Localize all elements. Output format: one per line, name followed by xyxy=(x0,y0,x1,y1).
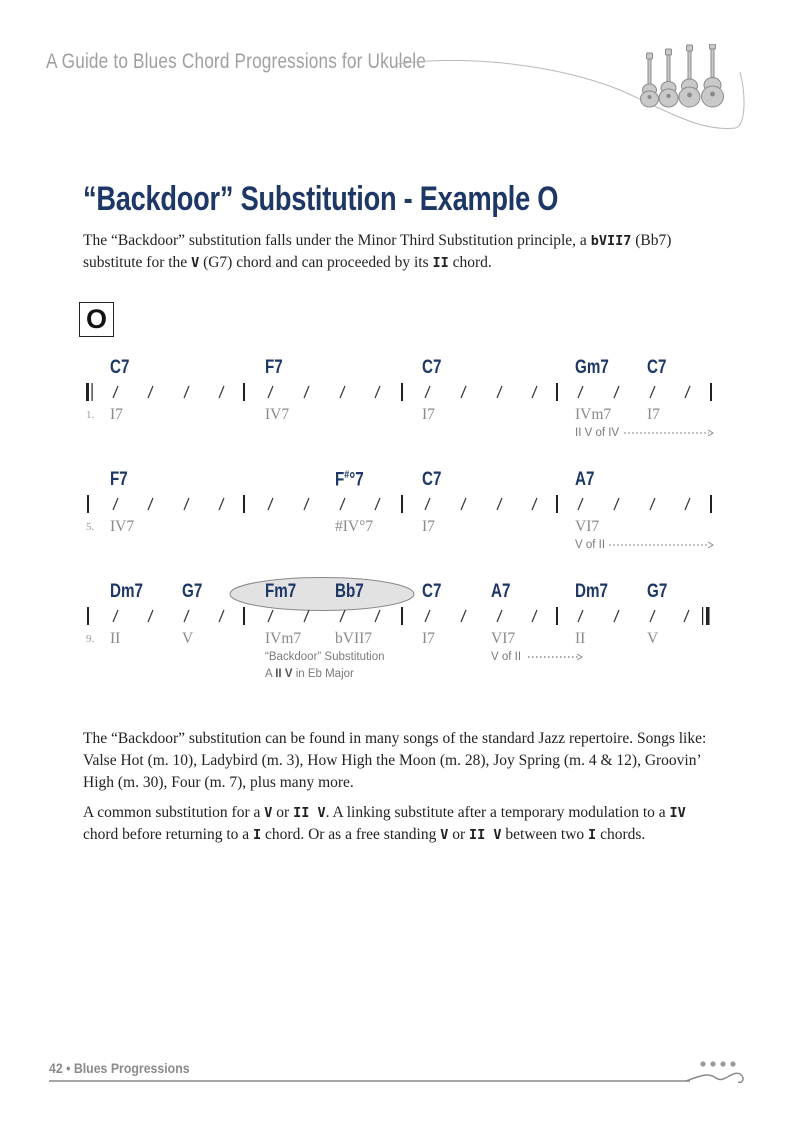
analysis-note: II V of IV xyxy=(575,427,620,439)
chord-symbol: F7 xyxy=(265,357,283,378)
roman-numeral: VI7 xyxy=(491,630,516,647)
measure-number: 1. xyxy=(86,409,95,421)
chord-symbol: Dm7 xyxy=(575,581,608,602)
roman-numeral: V xyxy=(647,630,659,647)
chord-symbol: F7 xyxy=(110,469,128,490)
chord-symbol: Fm7 xyxy=(265,581,297,602)
measure-number: 9. xyxy=(86,633,95,645)
chord-symbol: C7 xyxy=(422,581,442,602)
roman-numeral: bVII7 xyxy=(335,630,373,647)
chord-symbol: C7 xyxy=(422,469,442,490)
section-title: “Backdoor” Substitution - Example O xyxy=(83,180,559,218)
chord-symbol: G7 xyxy=(182,581,203,602)
roman-numeral: IV7 xyxy=(110,518,135,535)
intro-paragraph: The “Backdoor” substitution falls under the Minor Third Substitution principle, a bVII7 (Bb7) substitute for the V (G7) chord and can proceeded by its II chord. xyxy=(83,232,672,271)
measure-number: 5. xyxy=(86,521,95,533)
book-title: A Guide to Blues Chord Progressions for Ukulele xyxy=(46,50,427,73)
roman-numeral: VI7 xyxy=(575,518,600,535)
measure-staff xyxy=(0,605,794,627)
analysis-note: V of II xyxy=(491,651,522,663)
ukulele-illustration xyxy=(640,44,730,110)
roman-numeral: I7 xyxy=(422,630,435,647)
dashed-arrow xyxy=(624,428,716,438)
body-paragraph: The “Backdoor” substitution can be found in many songs of the standard Jazz repertoire. Songs like: Valse Hot (m. 10), Ladybird (m. 3), How High the Moon (m. 28), Joy Spring (m. 4 & 12), Groovin’ High (m. 30), Four (m. 7), plus many more. xyxy=(83,730,707,791)
analysis-note: V of II xyxy=(575,539,606,551)
chord-symbol: Dm7 xyxy=(110,581,143,602)
chord-symbol: C7 xyxy=(647,357,667,378)
roman-numeral: I7 xyxy=(110,406,123,423)
chord-symbol: C7 xyxy=(110,357,130,378)
example-label: O xyxy=(79,302,114,337)
roman-numeral: IVm7 xyxy=(265,630,302,647)
analysis-note: “Backdoor” Substitution xyxy=(265,651,385,663)
body-paragraph: A common substitution for a V or II V. A linking substitute after a temporary modulation to a IV chord before returning to a I chord. Or as a free standing V or II V between two I chords. xyxy=(83,804,686,843)
dashed-arrow xyxy=(609,540,716,550)
roman-numeral: I7 xyxy=(647,406,660,423)
chord-symbol: A7 xyxy=(575,469,595,490)
dashed-arrow xyxy=(526,652,586,664)
roman-numeral: I7 xyxy=(422,406,435,423)
chord-symbol: Bb7 xyxy=(335,581,364,602)
roman-numeral: #IV°7 xyxy=(335,518,374,535)
chord-symbol: G7 xyxy=(647,581,668,602)
roman-numeral: II xyxy=(575,630,586,647)
chord-symbol: Gm7 xyxy=(575,357,609,378)
roman-numeral: II xyxy=(110,630,121,647)
measure-staff xyxy=(0,493,794,515)
roman-numeral: I7 xyxy=(422,518,435,535)
roman-numeral: IV7 xyxy=(265,406,290,423)
measure-staff xyxy=(0,381,794,403)
roman-numeral: IVm7 xyxy=(575,406,612,423)
analysis-note-key: A II V in Eb Major xyxy=(265,668,354,680)
footer-swirl-ornament xyxy=(0,1056,794,1096)
roman-numeral: V xyxy=(182,630,194,647)
page-footer: 42 • Blues Progressions xyxy=(49,1060,190,1076)
chord-symbol: A7 xyxy=(491,581,511,602)
chord-symbol: F#°7 xyxy=(335,469,364,491)
chord-symbol: C7 xyxy=(422,357,442,378)
